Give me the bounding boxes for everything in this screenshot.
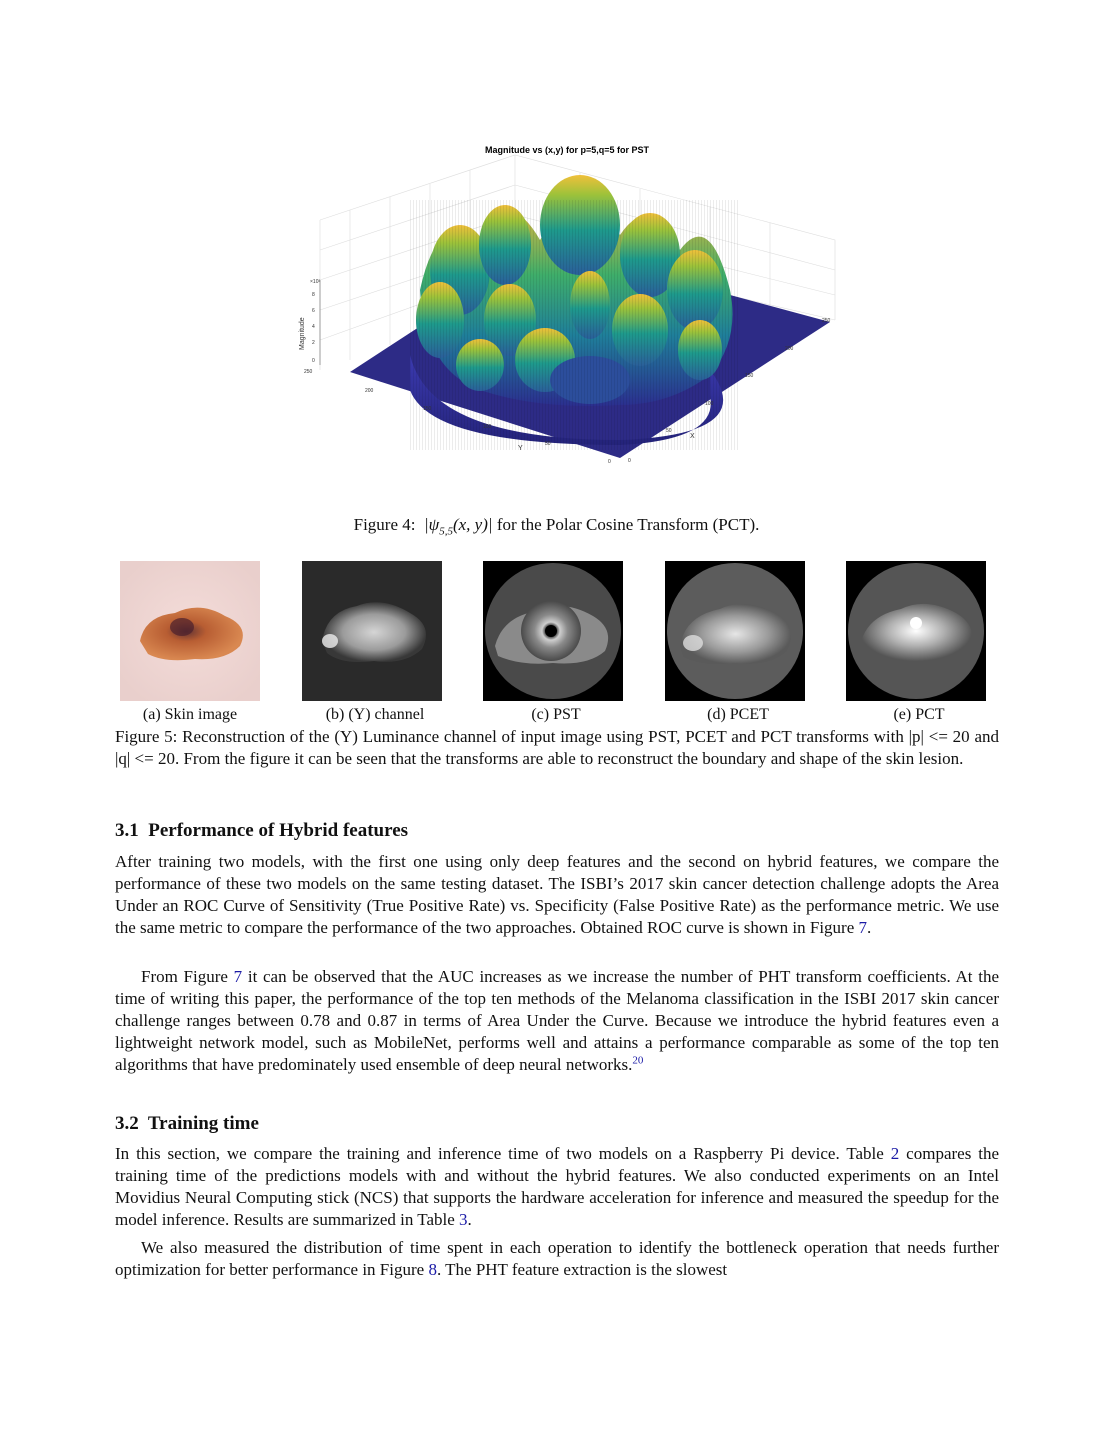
caption-subscript: 5,5 [439,525,453,538]
subfigure-label: (d) PCET [707,706,769,723]
caption-math-2: (x, y)| [452,515,493,534]
z-tick: 4 [312,324,315,330]
y-tick: 50 [545,441,551,447]
z-tick: 2 [312,340,315,346]
x-tick: 150 [745,373,754,379]
paragraph-text: it can be observed that the AUC increases as we increase the number of PHT transform coefficients. At the time of writing this paper, the performance of the top ten methods of the Melanoma classification in the ISBI 2017 skin cancer challenge ranges between 0.78 and 0.87 in terms of Area Under the Curve. Because we introduce the hybrid features even a lightweight network model, such as MobileNet, performs well and attains a performance comparable as some of the top ten algorithms that have predominately used ensemble of deep neural networks. [115,967,999,1074]
caption-text: for the Polar Cosine Transform (PCT). [496,515,760,534]
x-tick: 200 [785,346,794,352]
z-tick: 0 [312,358,315,364]
x-tick: 100 [705,401,714,407]
z-axis [299,279,320,365]
section-3-1-heading [115,820,408,842]
x-tick: 250 [822,318,831,324]
section-number: 3.2 [115,1113,139,1134]
table-ref-link[interactable]: 3 [459,1210,468,1229]
figure-ref-link[interactable]: 7 [233,967,243,986]
z-axis-label: Magnitude [299,317,306,350]
y-tick: 100 [483,424,492,430]
section-number: 3.1 [115,820,139,841]
section-title: Performance of Hybrid features [148,820,409,841]
y-channel-image [302,561,442,701]
paragraph-text: . The PHT feature extraction is the slowest [436,1260,728,1279]
x-tick: 0 [628,458,631,464]
caption-label: Figure 4: [353,515,416,534]
citation-link[interactable]: 20 [632,1054,644,1067]
section-title: Training time [147,1113,259,1134]
y-tick: 150 [423,406,432,412]
y-tick: 0 [608,459,611,465]
surface-bumps [410,175,740,450]
caption-math: |ψ [423,515,440,534]
skin-image [120,561,260,701]
z-tick: 8 [312,292,315,298]
z-tick: 6 [312,308,315,314]
table-ref-link[interactable]: 2 [890,1144,900,1163]
figure-5-caption: Figure 5: Reconstruction of the (Y) Luminance channel of input image using PST, PCET and PCT transforms with |p| <= 20 and |q| <= 20. From the figure it can be seen that the transforms are able to reconstruct the boundary and shape of the skin lesion. [115,727,999,768]
pst-image [483,561,623,701]
paragraph-text: compares the training time of the predictions models with and without the hybrid features. We also conducted experiments on an Intel Movidius Neural Computing stick (NCS) that supports the hardware acceleration for inference and measured the speedup for the model inference. Results are summarized in Table [115,1144,999,1229]
section-3-2-paragraph-1 [115,1143,999,1231]
pcet-image [665,561,805,701]
y-axis-label: Y [518,445,523,452]
figure-ref-link[interactable]: 8 [428,1260,437,1279]
surface-plot [290,140,850,470]
paragraph-text: In this section, we compare the training and inference time of two models on a Raspberry Pi device. Table [115,1144,891,1163]
section-3-1-paragraph-2 [115,966,999,1076]
subfigure-label: (a) Skin image [142,706,238,723]
y-tick: 200 [365,388,374,394]
paragraph-text: We also measured the distribution of time spent in each operation to identify the bottleneck operation that needs further optimization for better performance in Figure [115,1238,999,1279]
x-tick: 50 [666,428,672,434]
section-3-1-paragraph-1 [115,851,999,939]
section-3-2-paragraph-2 [115,1237,999,1281]
paragraph-text: . [467,1210,472,1229]
paragraph-text: After training two models, with the first one using only deep features and the second on hybrid features, we compare the performance of these two models on the same testing dataset. The ISBI’s 2017 skin cancer detection challenge adopts the Area Under an ROC Curve of Sensitivity (True Positive Rate) vs. Specificity (False Positive Rate) as the performance metric. We use the same metric to compare the performance of the two approaches. Obtained ROC curve is shown in Figure [115,852,999,937]
subfigure-label: (c) PST [531,706,581,723]
z-multiplier: ×10³ [310,279,321,285]
pct-image [846,561,986,701]
y-tick: 250 [304,369,313,375]
figure-4-plot [290,140,850,470]
paragraph-text: From Figure [141,967,234,986]
subfigure-label: (b) (Y) channel [325,706,425,723]
subfigure-label: (e) PCT [893,706,945,723]
plot-title: Magnitude vs (x,y) for p=5,q=5 for PST [484,145,650,155]
paragraph-text: . [867,918,872,937]
section-3-2-heading [115,1113,259,1135]
x-axis-label: X [690,433,695,440]
figure-ref-link[interactable]: 7 [858,918,868,937]
figure-4-caption [0,514,1113,542]
